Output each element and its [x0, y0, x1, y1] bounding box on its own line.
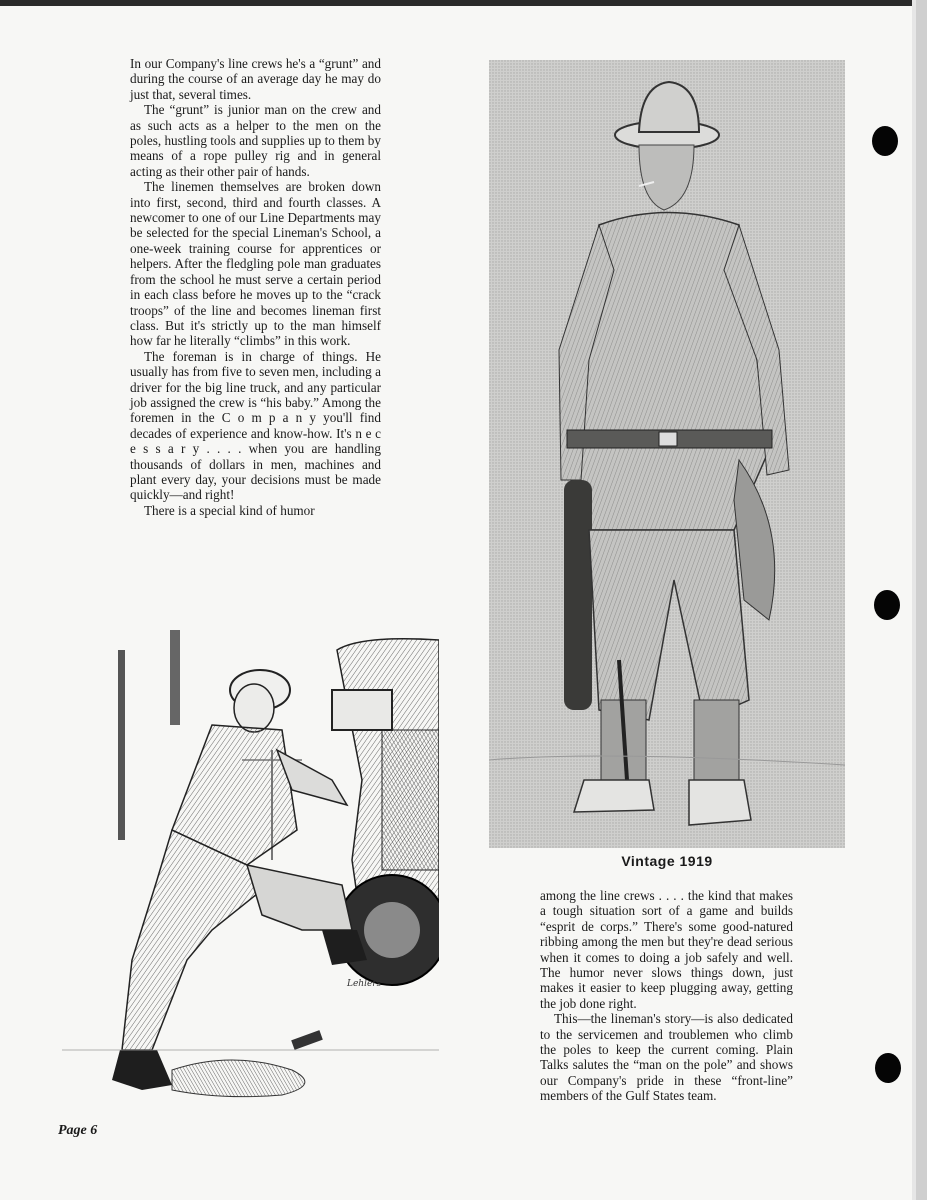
paragraph: In our Company's line crews he's a “grunt” and during the course of an average day he may do just that, several times.	[130, 56, 381, 102]
article-column-left	[130, 56, 381, 518]
paragraph: The “grunt” is junior man on the crew and as such acts as a helper to the men on the poles, hustling tools and supplies up to them by means of a rope pulley rig and in general acting as their other pair of hands.	[130, 102, 381, 179]
lineman-sketch-svg	[62, 630, 439, 1100]
binder-hole	[872, 126, 898, 156]
photo-caption: Vintage 1919	[621, 853, 713, 869]
binder-hole	[875, 1053, 901, 1083]
paragraph: There is a special kind of humor	[144, 502, 315, 518]
paragraph: The foreman is in charge of things. He usually has from five to seven men, including a driver for the big line truck, and any particular job assigned the crew is “his baby.” Among the foremen in the C o m p a n y you'll find decades of experience and know-how. It's n e c e s s a r y . . . . when you are handling thousands of dollars in men, machines and plant every day, your decisions must be made quickly—and right!	[130, 348, 381, 503]
paragraph: The linemen themselves are broken down into first, second, third and fourth classes. A newcomer to one of our Line Departments may be selected for the special Lineman's School, a one-week training course for apprentices or helpers. After the fledgling pole man graduates from the school he must serve a certain period in each class before he moves up to the “crack troops” of the line and becomes lineman first class. But it's strictly up to the man himself how far he literally “climbs” in this work.	[130, 179, 381, 349]
binder-hole	[874, 590, 900, 620]
article-column-right	[540, 888, 793, 1104]
paragraph: among the line crews . . . . the kind that makes a tough situation sort of a game and builds “esprit de corps.” There's some good-natured ribbing among the men but they're dead serious when it comes to doing a job safely and well. The humor never slows things down, just makes it easier to keep plugging away, getting the job done right.	[540, 888, 793, 1011]
binder-edge	[916, 0, 927, 1200]
page-number: Page 6	[58, 1123, 98, 1138]
vintage-lineman-photo	[489, 60, 845, 848]
lineman-illustration	[62, 630, 439, 1100]
artist-signature: Lehlers	[347, 979, 382, 989]
paragraph: This—the lineman's story—is also dedicated to the servicemen and troublemen who climb the poles to keep the current coming. Plain Talks salutes the “man on the pole” and shows our Company's pride in these “front-line” members of the Gulf States team.	[540, 1011, 793, 1104]
vintage-photo-svg	[489, 60, 845, 848]
